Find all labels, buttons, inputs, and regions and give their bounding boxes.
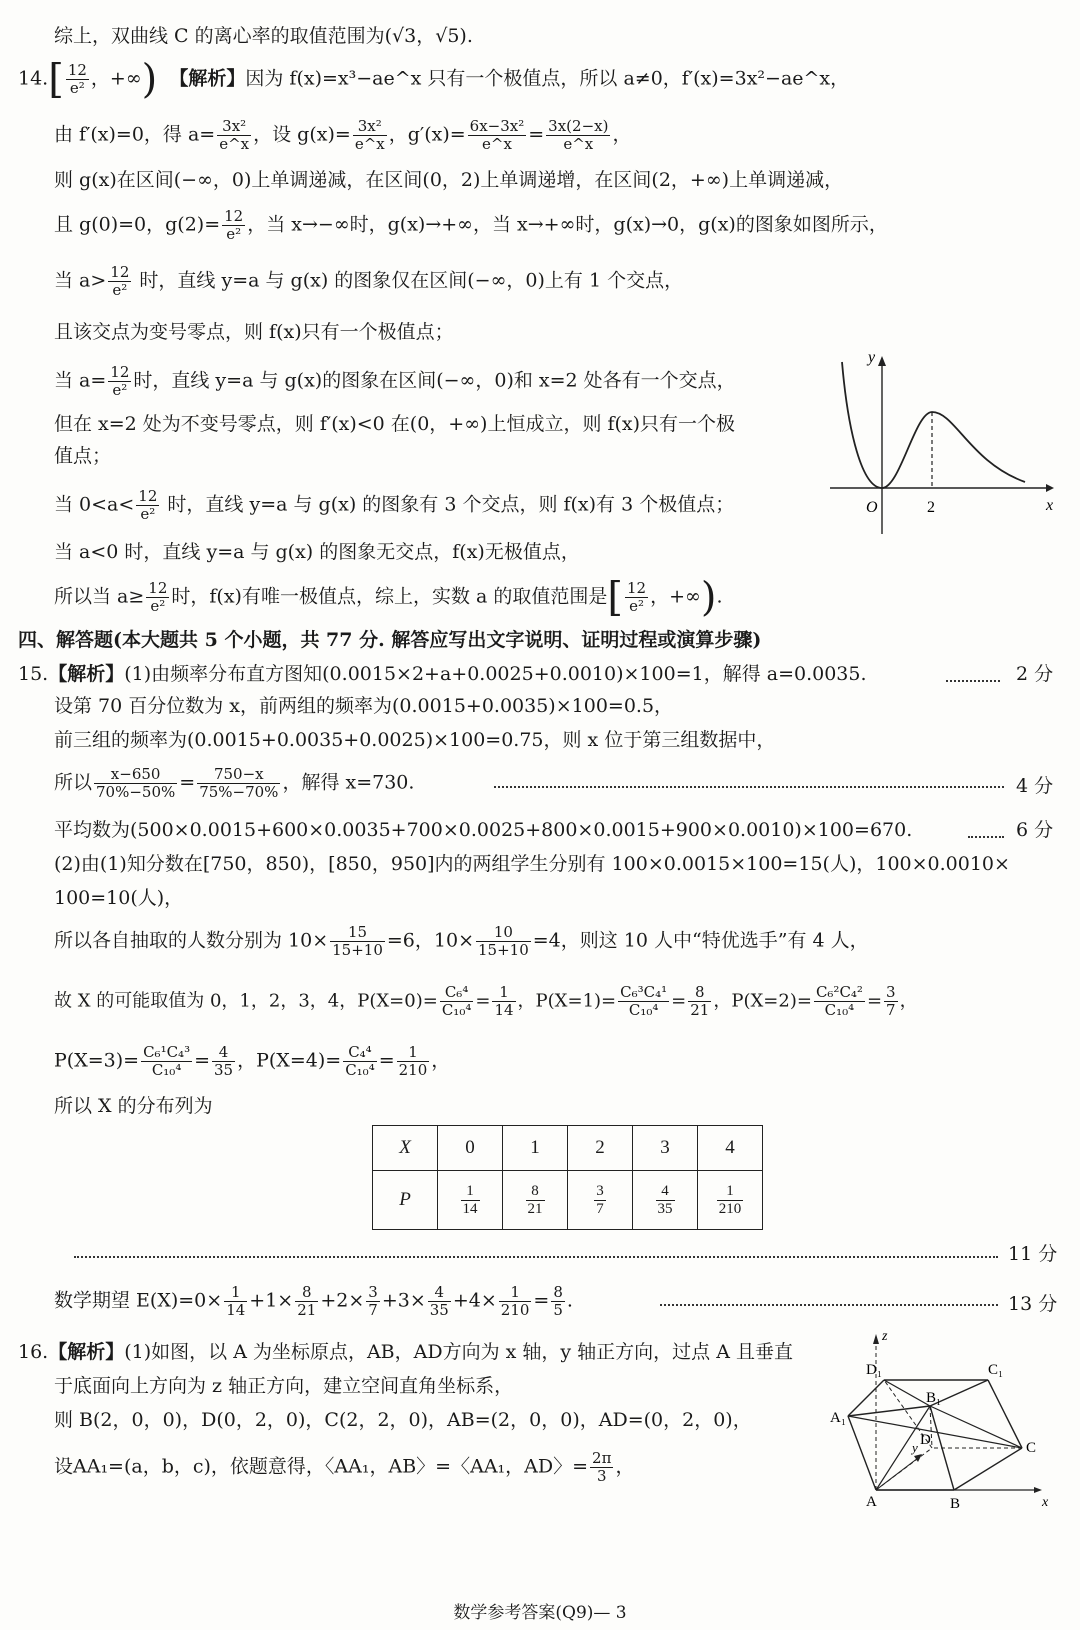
vertex-label-d1: D₁ (866, 1362, 883, 1378)
fraction: $\frac{12}{\text{e²}}$ (67, 61, 87, 97)
function-graph (820, 352, 1060, 542)
dot-leader (660, 1304, 998, 1306)
vertex-label-c: C (1026, 1440, 1037, 1456)
dot-leader (968, 836, 1004, 838)
q15-line-6: (2)由(1)知分数在[750，850)，[850，950]内的两组学生分别有 100×0.0015×100=15(人)，100×0.0010× (54, 853, 1010, 875)
q15-line-3: 前三组的频率为(0.0015+0.0035+0.0025)×100=0.75，则 x 位于第三组数据中， (54, 729, 776, 751)
score-mark: 13 分 (1008, 1293, 1058, 1315)
q14-line-6: 且该交点为变号零点，则 f(x)只有一个极值点； (54, 321, 454, 343)
dot-leader (946, 680, 1000, 682)
q14-line-1: 14.[ $\frac{12}{\text{e²}}$ ，+∞) 【解析】因为 f(x)=x³−ae^x 只有一个极值点，所以 a≠0，f′(x)=3x²−ae^x， (18, 56, 850, 103)
q15-line-2: 设第 70 百分位数为 x，前两组的频率为(0.0015+0.0035)×100=0.5， (54, 695, 674, 717)
q15-line-7: 100=10(人)， (54, 887, 184, 909)
vertex-label-b: B (950, 1496, 961, 1510)
q16-line-3: 则 B(2，0，0)，D(0，2，0)，C(2，2，0)，AB=(2，0，0)，AD=(0，2，0)， (54, 1409, 752, 1431)
q15-line-9: 故 X 的可能取值为 0，1，2，3，4，P(X=0)= $\frac{\text{C₆⁴}}{\text{C₁₀⁴}}$ = $\frac{1}{14}$ ，P(X=1)= $\frac{\text{C₆³C₄¹}}{\text{C₁₀⁴}}$ = $\frac{8}{21}$ ，P(X=2)= $\frac{\text{C₆²C₄²}}{\text{C₁₀⁴}}$ = $\frac{3}{7}$ ， (54, 983, 918, 1019)
q14-line-3: 则 g(x)在区间(−∞，0)上单调递减，在区间(0，2)上单调递增，在区间(2，+∞)上单调递减， (54, 169, 844, 191)
page-footer: 数学参考答案(Q9)— 3 (453, 1603, 627, 1623)
table-row: P $\frac{1}{14}$ $\frac{8}{21}$ $\frac{3}{7}$ $\frac{4}{35}$ $\frac{1}{210}$ (373, 1171, 763, 1230)
q16-line-4: 设AA₁=(a，b，c)，依题意得，〈AA₁，AB〉=〈AA₁，AD〉= $\frac{2\pi}{3}$ ， (54, 1449, 635, 1485)
analysis-tag: 【解析】 (169, 67, 246, 90)
score-mark: 4 分 (1016, 775, 1054, 797)
vertex-label-d: D (920, 1432, 931, 1448)
parallelepiped-figure (828, 1330, 1068, 1510)
dot-leader (74, 1256, 998, 1258)
q15-line-8: 所以各自抽取的人数分别为 10× $\frac{15}{15+10}$ =6，10× $\frac{10}{15+10}$ =4，则这 10 人中“特优选手”有 4 人， (54, 923, 869, 959)
q14-line-9: 值点； (54, 445, 112, 467)
answer-tail: ，+∞ (90, 67, 142, 90)
q15-line-10: P(X=3)= $\frac{\text{C₆¹C₄³}}{\text{C₁₀⁴}}$ = $\frac{4}{35}$ ，P(X=4)= $\frac{\text{C₄⁴}}{\text{C₁₀⁴}}$ = $\frac{1}{210}$ ， (54, 1043, 451, 1079)
axis-label-z: z (882, 1330, 888, 1344)
vertex-label-b1: B₁ (926, 1390, 942, 1406)
q15-line-1: 15.【解析】(1)由频率分布直方图知(0.0015×2+a+0.0025+0.0010)×100=1，解得 a=0.0035. (18, 663, 867, 685)
analysis-tag: 【解析】 (48, 663, 125, 685)
q15-line-5: 平均数为(500×0.0015+600×0.0035+700×0.0025+800×0.0015+900×0.0010)×100=670. (54, 819, 913, 841)
q14-line-10: 当 0<a< $\frac{12}{\text{e²}}$ 时，直线 y=a 与 g(x) 的图象有 3 个交点，则 f(x)有 3 个极值点； (54, 487, 735, 523)
vertex-label-c1: C₁ (988, 1362, 1004, 1378)
tick-label-2: 2 (927, 499, 935, 516)
axis-label-x: x (1046, 497, 1054, 514)
section-heading: 四、解答题(本大题共 5 个小题，共 77 分. 解答应写出文字说明、证明过程或演算步骤) (18, 629, 762, 651)
q14-line-7: 当 a= $\frac{12}{\text{e²}}$ 时，直线 y=a 与 g(x)的图象在区间(−∞，0)和 x=2 处各有一个交点， (54, 363, 736, 399)
dot-leader (494, 786, 1004, 788)
q14-line-12: 所以当 a≥ $\frac{12}{\text{e²}}$ 时，f(x)有唯一极值点，综上，实数 a 的取值范围是[ $\frac{12}{\text{e²}}$ ，+∞). (54, 574, 723, 621)
question-number: 14. (18, 67, 49, 90)
q14-line-4: 且 g(0)=0，g(2)= $\frac{12}{\text{e²}}$ ，当 x→−∞时，g(x)→+∞，当 x→+∞时，g(x)→0，g(x)的图象如图所示， (54, 207, 888, 243)
q14-line-2: 由 f′(x)=0，得 a= $\frac{\text{3x²}}{e\^{}x}$ ，设 g(x)= $\frac{\text{3x²}}{e\^{}x}$ ，g′(x)= $\frac{\text{6x−3x²}}{e\^{}x}$ = $\frac{3x(2-x)}{e\^{}x}$ ， (54, 117, 632, 153)
score-mark: 2 分 (1016, 663, 1054, 685)
q15-line-11: 所以 X 的分布列为 (54, 1095, 213, 1117)
q14-line-11: 当 a<0 时，直线 y=a 与 g(x) 的图象无交点，f(x)无极值点， (54, 541, 580, 563)
vertex-label-a1: A₁ (830, 1410, 847, 1426)
vertex-label-a: A (866, 1494, 877, 1510)
q16-line-1: 16.【解析】(1)如图，以 A 为坐标原点，AB，AD方向为 x 轴，y 轴正方向，过点 A 且垂直 (18, 1341, 793, 1363)
analysis-tag: 【解析】 (48, 1341, 125, 1363)
q16-line-2: 于底面向上方向为 z 轴正方向，建立空间直角坐标系， (54, 1375, 514, 1397)
q15-line-12: 数学期望 E(X)=0× $\frac{1}{14}$ +1× $\frac{8}{21}$ +2× $\frac{3}{7}$ +3× $\frac{4}{35}$ +4× $\frac{1}{210}$ = $\frac{8}{5}$ . (54, 1283, 573, 1319)
origin-label: O (866, 499, 878, 516)
text: 因为 f(x)=x³−ae^x 只有一个极值点，所以 a≠0，f′(x)=3x²−ae^x， (245, 67, 850, 90)
axis-label-x: x (1042, 1495, 1049, 1510)
score-mark: 11 分 (1008, 1243, 1058, 1265)
distribution-table (372, 1125, 763, 1230)
q14-line-8: 但在 x=2 处为不变号零点，则 f′(x)<0 在(0，+∞)上恒成立，则 f(x)只有一个极 (54, 413, 736, 435)
score-mark: 6 分 (1016, 819, 1054, 841)
table-row: X 0 1 2 3 4 (373, 1126, 763, 1171)
axis-label-y: y (868, 352, 876, 366)
axis-label-y: y (912, 1440, 918, 1455)
q15-line-4: 所以 $\frac{x-650}{70\%-50\%}$ = $\frac{750-x}{75\%-70\%}$ ，解得 x=730. (54, 765, 415, 801)
q14-line-5: 当 a> $\frac{12}{\text{e²}}$ 时，直线 y=a 与 g(x) 的图象仅在区间(−∞，0)上有 1 个交点， (54, 263, 684, 299)
text-line: 综上，双曲线 C 的离心率的取值范围为(√3，√5). (54, 25, 473, 47)
